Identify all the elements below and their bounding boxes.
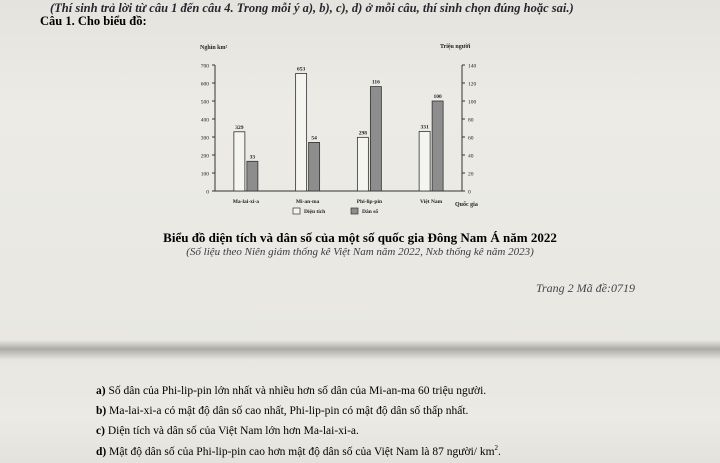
option-d-end: . — [498, 445, 501, 458]
right-tick-label: 40 — [468, 153, 474, 160]
category-label: Ma-lai-xi-a — [232, 199, 260, 205]
x-axis-title: Quốc gia — [455, 202, 478, 208]
right-tick-label: 100 — [468, 99, 477, 106]
right-tick-label: 80 — [468, 117, 474, 124]
page-number: Trang 2 Mã đề:0719 — [536, 281, 635, 295]
legend-label-area: Diện tích — [304, 209, 326, 215]
area-data-label: 331 — [420, 124, 429, 131]
population-bar — [370, 87, 381, 191]
area-data-label: 298 — [358, 130, 367, 137]
population-bar — [309, 142, 320, 191]
option-b-label: b) — [96, 405, 107, 417]
option-d — [96, 444, 501, 458]
population-data-label: 100 — [433, 94, 442, 100]
population-data-label: 33 — [249, 154, 256, 161]
chart-bars — [234, 73, 443, 191]
category-label: Việt Nam — [420, 199, 443, 205]
left-tick-label: 400 — [200, 117, 209, 124]
left-tick-label: 0 — [206, 189, 209, 196]
chart-labels — [233, 66, 443, 205]
right-tick-label: 0 — [468, 189, 471, 196]
population-data-label: 54 — [311, 135, 317, 142]
option-b-text: Ma-lai-xi-a có mật độ dân số cao nhất, Phi-lip-pin có mật độ dân số thấp nhất. — [109, 405, 469, 417]
left-tick-label: 100 — [200, 171, 209, 178]
instruction-text: (Thí sinh trả lời từ câu 1 đến câu 4. Trong mỗi ý a), b), c), d) ở mỗi câu, thí sinh chọn đúng hoặc sai.) — [50, 1, 574, 15]
chart-source: (Số liệu theo Niên giám thống kê Việt Nam năm 2022, Nxb thống kê năm 2023) — [186, 246, 534, 258]
sheet-divider — [0, 340, 720, 360]
option-a — [96, 385, 486, 397]
category-label: Phi-lip-pin — [356, 199, 383, 205]
legend-swatch-population — [351, 208, 358, 214]
right-tick-label: 20 — [468, 171, 474, 178]
option-c-label: c) — [96, 425, 105, 437]
area-bar — [357, 137, 368, 191]
area-bar — [234, 132, 245, 191]
option-d-superscript: 2 — [494, 444, 499, 452]
left-tick-label: 600 — [200, 81, 209, 88]
question-title: Câu 1. Cho biểu đồ: — [40, 14, 147, 28]
option-c — [96, 425, 359, 437]
area-data-label: 653 — [297, 66, 306, 73]
right-tick-label: 140 — [468, 63, 477, 70]
right-tick-label: 60 — [468, 135, 474, 142]
left-tick-label: 200 — [200, 153, 209, 160]
left-axis-title: Nghìn km² — [200, 45, 228, 51]
option-a-label: a) — [96, 385, 106, 397]
bar-chart — [0, 28, 720, 258]
area-data-label: 329 — [235, 124, 244, 131]
population-bar — [432, 101, 443, 191]
chart-title: Biểu đồ diện tích và dân số của một số quốc gia Đông Nam Á năm 2022 — [163, 230, 557, 245]
option-a-text: Số dân của Phi-lip-pin lớn nhất và nhiều hơn số dân của Mi-an-ma 60 triệu người. — [108, 385, 487, 397]
option-d-label: d) — [96, 445, 107, 458]
right-axis-title: Triệu người — [440, 44, 471, 50]
option-d-text: Mật độ dân số của Phi-lip-pin cao hơn mật độ dân số của Việt Nam là 87 người/ km — [109, 445, 495, 458]
area-bar — [296, 73, 307, 191]
left-tick-label: 500 — [200, 99, 209, 106]
option-b — [96, 405, 468, 417]
legend-label-population: Dân số — [362, 209, 379, 215]
left-tick-label: 700 — [200, 63, 209, 70]
left-tick-label: 300 — [200, 135, 209, 142]
area-bar — [419, 131, 430, 191]
chart-legend — [293, 208, 378, 215]
category-label: Mi-an-ma — [295, 199, 320, 205]
legend-swatch-area — [293, 208, 300, 214]
option-c-text: Diện tích và dân số của Việt Nam lớn hơn Ma-lai-xi-a. — [107, 425, 359, 437]
population-data-label: 116 — [371, 79, 380, 86]
right-tick-label: 120 — [468, 81, 477, 88]
population-bar — [247, 161, 258, 191]
